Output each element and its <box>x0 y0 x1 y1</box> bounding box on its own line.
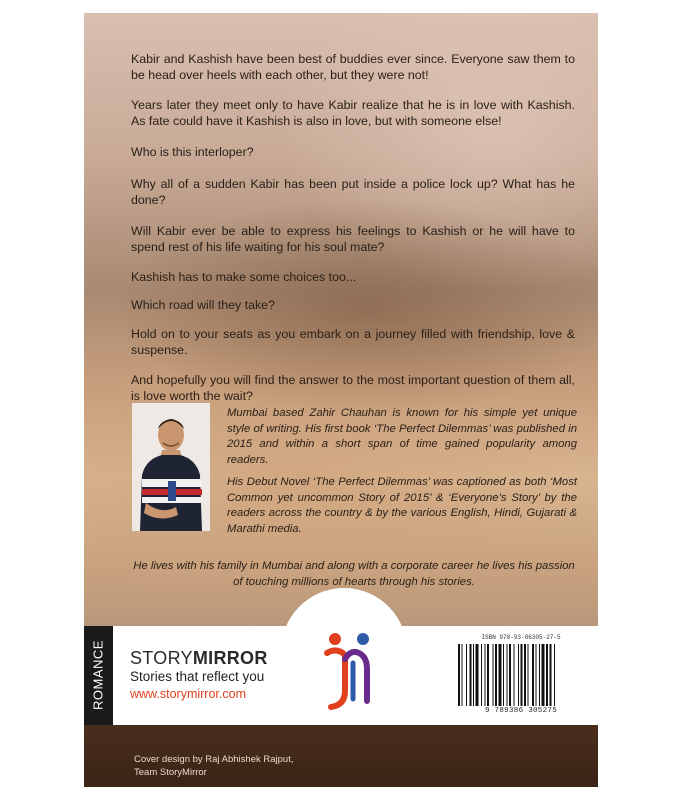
blurb-paragraph: Why all of a sudden Kabir has been put inside a police lock up? What has he done? <box>131 177 575 207</box>
publisher-tagline: Stories that reflect you <box>130 669 265 684</box>
blurb-paragraph: Kabir and Kashish have been best of buddies ever since. Everyone saw them to be head over heels with each other, but they were not! <box>131 52 575 82</box>
blurb-paragraph: Which road will they take? <box>131 298 275 312</box>
isbn-label: ISBN 978-93-86305-27-5 <box>481 634 561 641</box>
author-photo <box>132 403 210 531</box>
barcode-bars <box>456 644 586 706</box>
storymirror-logo-icon <box>317 629 381 711</box>
author-bio-paragraph: Mumbai based Zahir Chauhan is known for his simple yet unique style of writing. His first book ‘The Perfect Dilemmas’ was published in 2015 and within a short span of time gained popularity among readers. <box>227 407 577 466</box>
blurb-paragraph: Will Kabir ever be able to express his feelings to Kashish or he will have to spend rest of his life waiting for his soul mate? <box>131 224 575 254</box>
author-portrait-illustration <box>132 403 210 531</box>
blurb-paragraph: Hold on to your seats as you embark on a journey filled with friendship, love & suspense. <box>131 327 575 357</box>
author-bio-paragraph: He lives with his family in Mumbai and along with a corporate career he lives his passion of touching millions of hearts through his stories. <box>133 560 575 588</box>
blurb-paragraph: Kashish has to make some choices too... <box>131 270 357 284</box>
author-bio-paragraph: His Debut Novel ‘The Perfect Dilemmas’ was captioned as both ‘Most Common yet uncommon Story of 2015’ & ‘Everyone’s Story’ by the readers across the country & by the various English, Hindi, Gujarati & Marathi media. <box>227 476 577 535</box>
publisher-url: www.storymirror.com <box>130 687 246 701</box>
publisher-name-part1: STORY <box>130 648 193 668</box>
genre-label: ROMANCE <box>90 640 106 710</box>
blurb-paragraph: Years later they meet only to have Kabir realize that he is in love with Kashish. As fate could have it Kashish is also in love, but with someone else! <box>131 98 575 128</box>
blurb-paragraph: Who is this interloper? <box>131 145 254 159</box>
team-credit: Team StoryMirror <box>134 767 207 778</box>
publisher-name-part2: MIRROR <box>192 648 268 668</box>
isbn-digits: 9 789386 305275 <box>484 707 557 715</box>
cover-design-credit: Cover design by Raj Abhishek Rajput, <box>134 754 294 765</box>
barcode <box>452 634 590 720</box>
blurb-paragraph: And hopefully you will find the answer to the most important question of them all, is love worth the wait? <box>131 373 575 403</box>
book-back-cover <box>84 13 598 787</box>
publisher-name <box>130 648 268 669</box>
